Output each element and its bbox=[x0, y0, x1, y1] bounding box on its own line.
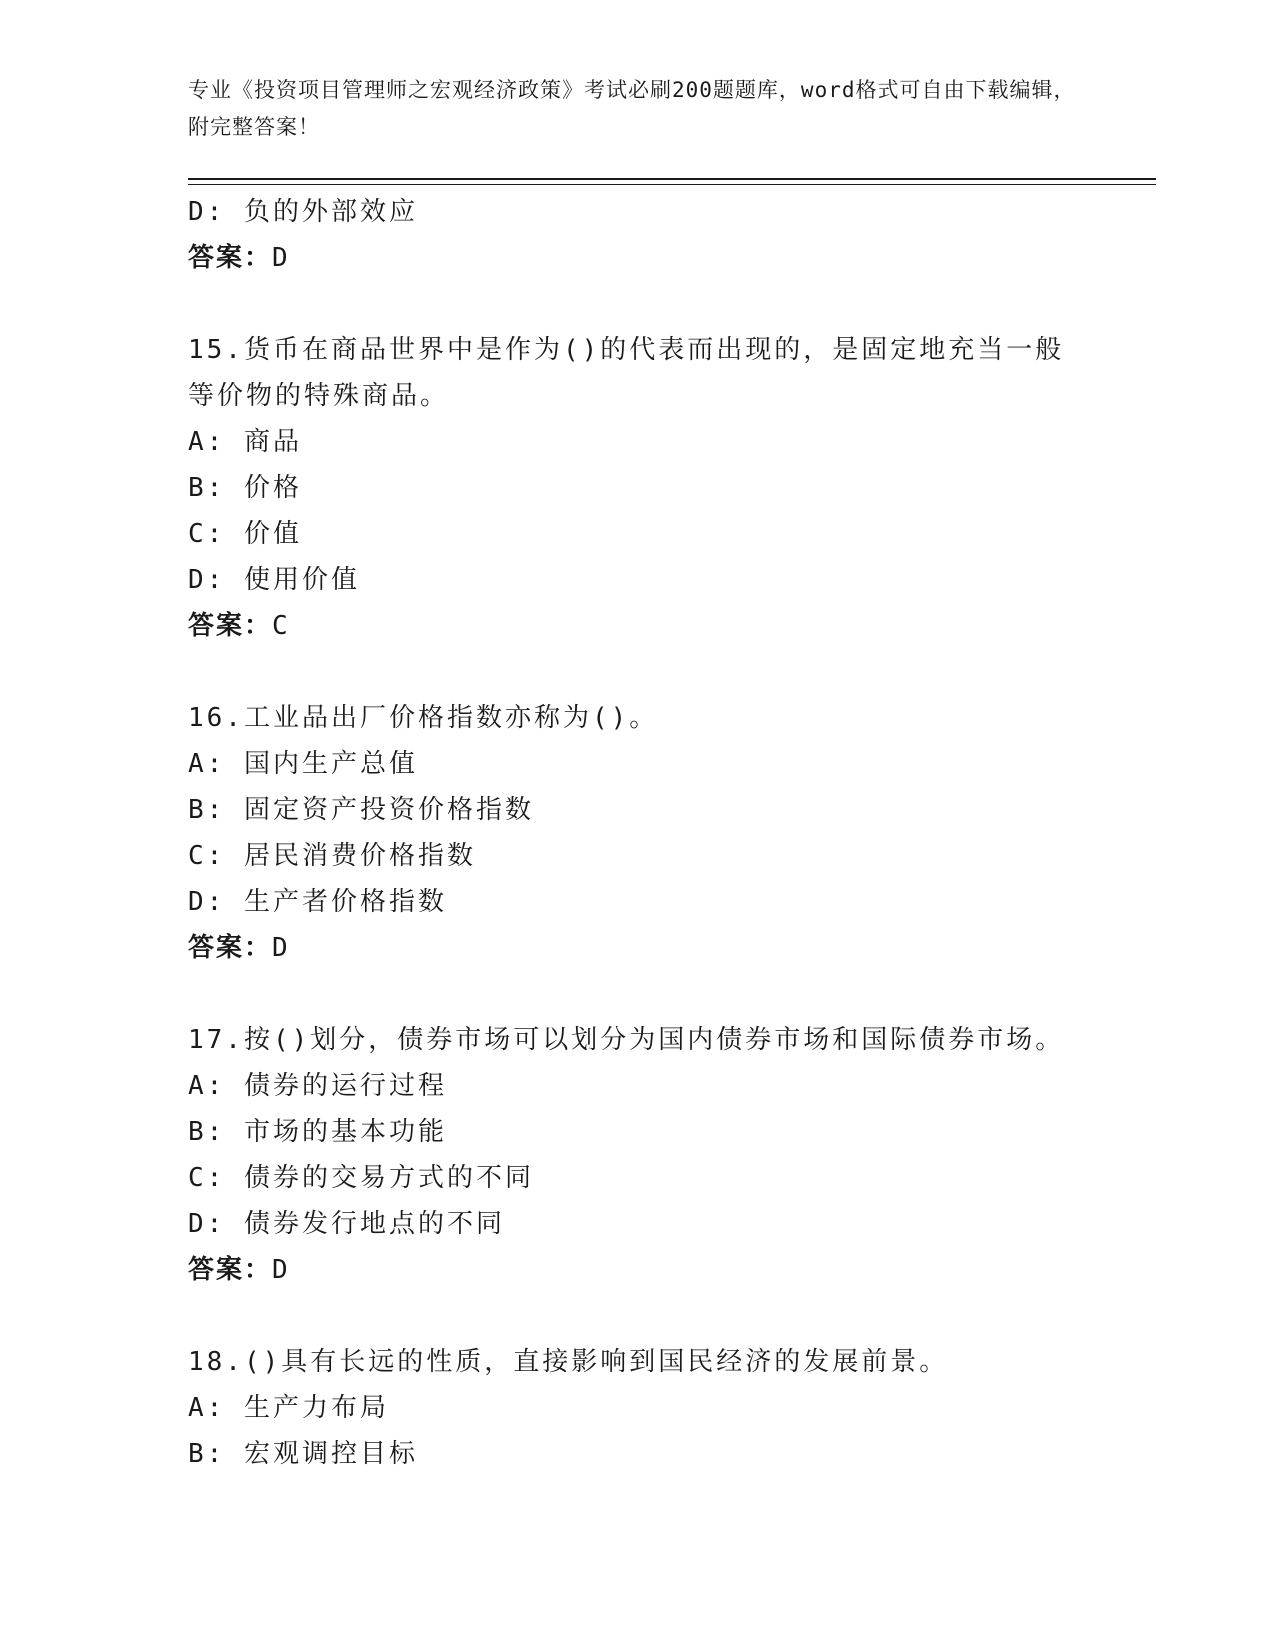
answer-line bbox=[188, 235, 1088, 281]
answer-line bbox=[188, 603, 1088, 649]
spacer bbox=[188, 971, 1088, 1017]
question-text: 15.货币在商品世界中是作为()的代表而出现的，是固定地充当一般等价物的特殊商品。 bbox=[188, 335, 1065, 411]
answer-line bbox=[188, 925, 1088, 971]
spacer bbox=[188, 1293, 1088, 1339]
option-a: A: 商品 bbox=[188, 427, 302, 457]
header-rule-thick bbox=[188, 178, 1156, 180]
option-a: A: 债券的运行过程 bbox=[188, 1071, 447, 1101]
option-d: D: 负的外部效应 bbox=[188, 197, 418, 227]
answer-label: 答案： bbox=[188, 243, 273, 273]
option-c: C: 价值 bbox=[188, 519, 302, 549]
answer-value: D bbox=[272, 933, 290, 963]
option-b: B: 市场的基本功能 bbox=[188, 1117, 447, 1147]
option-b: B: 固定资产投资价格指数 bbox=[188, 795, 534, 825]
spacer bbox=[188, 649, 1088, 695]
answer-label: 答案： bbox=[188, 933, 273, 963]
answer-value: C bbox=[272, 611, 290, 641]
option-c: C: 居民消费价格指数 bbox=[188, 841, 476, 871]
question-text: 18.()具有长远的性质，直接影响到国民经济的发展前景。 bbox=[188, 1347, 949, 1377]
option-b: B: 宏观调控目标 bbox=[188, 1439, 418, 1469]
page-header: 专业《投资项目管理师之宏观经济政策》考试必刷200题题库，word格式可自由下载编辑，附完整答案！ bbox=[188, 78, 1076, 139]
answer-line bbox=[188, 1247, 1088, 1293]
header-rule-thin bbox=[188, 184, 1156, 185]
option-a: A: 生产力布局 bbox=[188, 1393, 389, 1423]
option-c: C: 债券的交易方式的不同 bbox=[188, 1163, 534, 1193]
option-a: A: 国内生产总值 bbox=[188, 749, 418, 779]
answer-value: D bbox=[272, 243, 290, 273]
option-d: D: 生产者价格指数 bbox=[188, 887, 447, 917]
answer-value: D bbox=[272, 1255, 290, 1285]
spacer bbox=[188, 281, 1088, 327]
option-b: B: 价格 bbox=[188, 473, 302, 503]
answer-label: 答案： bbox=[188, 611, 273, 641]
question-text: 16.工业品出厂价格指数亦称为()。 bbox=[188, 703, 659, 733]
document-body bbox=[188, 189, 1088, 1477]
option-d: D: 使用价值 bbox=[188, 565, 360, 595]
answer-label: 答案： bbox=[188, 1255, 273, 1285]
option-d: D: 债券发行地点的不同 bbox=[188, 1209, 505, 1239]
question-text: 17.按()划分，债券市场可以划分为国内债券市场和国际债券市场。 bbox=[188, 1025, 1065, 1055]
